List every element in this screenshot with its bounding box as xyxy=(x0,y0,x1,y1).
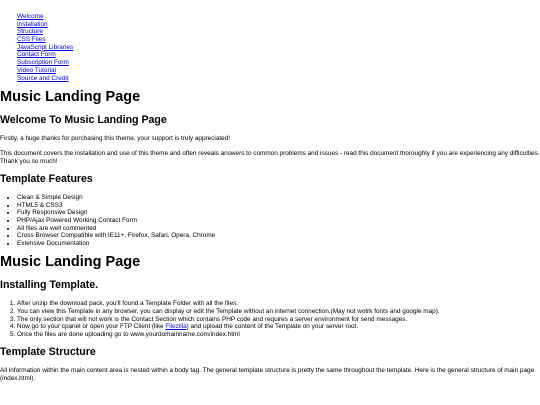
installing-heading: Installing Template. xyxy=(0,279,99,292)
intro-paragraph-overview: This document covers the installation and use of this theme and often reveals answers to common problems and issues - read this document thoroughly if you are experiencing any difficulties. Thank you so much! xyxy=(0,149,540,165)
toc-item-javascript-libraries xyxy=(17,44,540,52)
toc-item-contact-form xyxy=(17,51,540,59)
toc-link-structure[interactable]: Structure xyxy=(17,28,43,36)
step-text-before: Now go to your cpanel or open your FTP Client (like xyxy=(17,323,166,331)
toc-item-installation xyxy=(17,21,540,29)
feature-item: • PHP/Ajax Powered Working Contact Form xyxy=(17,217,540,225)
toc-link-subscription-form[interactable]: Subscription Form xyxy=(17,59,69,67)
toc-link-video-tutorial[interactable]: Video Tutorial xyxy=(17,66,56,74)
toc-item-source-and-credit xyxy=(17,75,540,83)
toc-item-welcome xyxy=(17,13,540,21)
feature-item: • Fully Responsive Design xyxy=(17,209,540,217)
filezilla-link[interactable]: Filezilla xyxy=(165,323,187,331)
structure-paragraph: All information within the main content area is nested within a body tag. The general template structure is pretty the same throughout the template. Here is the general structure of main page (index.html). xyxy=(0,367,535,383)
toc-link-javascript-libraries[interactable]: JavaScript Libraries xyxy=(17,43,74,51)
step-item: 2. You can view this Template in any browser, you can display or edit the Template without an internet connection.(May not wotrk fonts and google map). xyxy=(17,308,540,316)
features-heading: Template Features xyxy=(0,173,93,186)
step-item: 5. Once the files are done uploading go to www.yourdomainname.com/index.html xyxy=(17,331,540,339)
feature-item: • All files are well commented xyxy=(17,225,540,233)
toc-link-contact-form[interactable]: Contact Form xyxy=(17,51,56,59)
toc-item-structure xyxy=(17,28,540,36)
structure-heading: Template Structure xyxy=(0,346,96,359)
section-title: Music Landing Page xyxy=(0,254,141,271)
features-list xyxy=(0,194,540,247)
feature-item: • Clean & Simple Design xyxy=(17,194,540,202)
toc-link-source-and-credit[interactable]: Source and Credit xyxy=(17,74,69,82)
toc-item-video-tutorial xyxy=(17,67,540,75)
welcome-heading: Welcome To Music Landing Page xyxy=(0,114,167,127)
step-item-ftp xyxy=(17,323,540,331)
intro-paragraph-thanks: Firstly, a huge thanks for purchasing this theme, your support is truly appreciated! xyxy=(0,135,231,143)
toc-link-css-files[interactable]: CSS Files xyxy=(17,36,46,44)
toc-link-welcome[interactable]: Welcome xyxy=(17,13,44,20)
feature-item: • Extensive Documentation xyxy=(17,240,540,248)
step-item: 3. The only section that will not work is the Contact Section which contains PHP code and requires a server environment for send messages. xyxy=(17,316,540,324)
toc-item-subscription-form xyxy=(17,59,540,67)
step-item: 1. After unzip the download pack, you'll found a Template Folder with all the files. xyxy=(17,300,540,308)
installation-steps xyxy=(0,300,540,338)
step-text-after: ) and upload the content of the Template on your server root. xyxy=(186,323,359,331)
installation-section xyxy=(0,254,540,382)
toc-link-installation[interactable]: Installation xyxy=(17,20,48,28)
feature-item: • Cross Browser Compatible with IE11+, Firefox, Safari, Opera, Chrome xyxy=(17,232,540,240)
toc-item-css-files xyxy=(17,36,540,44)
welcome-section xyxy=(0,89,540,247)
table-of-contents xyxy=(0,0,540,82)
feature-item: • HTML5 & CSS3 xyxy=(17,202,540,210)
page-title: Music Landing Page xyxy=(0,89,141,106)
